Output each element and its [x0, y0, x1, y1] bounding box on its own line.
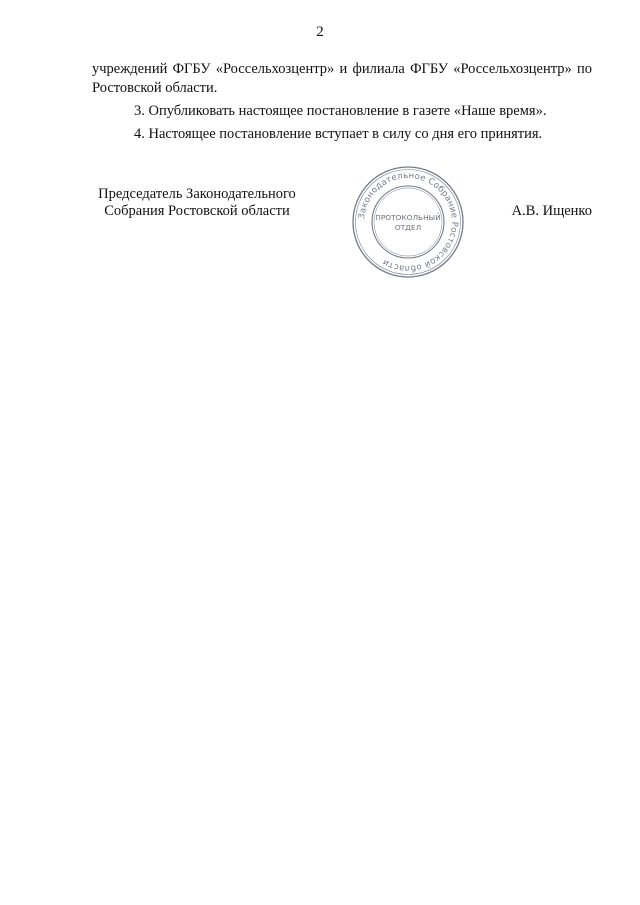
signer-title-line-1: Председатель Законодательного: [98, 186, 296, 202]
signature-block: [92, 170, 592, 284]
official-stamp-seal: [350, 164, 466, 280]
stamp-center-line-1: ПРОТОКОЛЬНЫЙ: [375, 213, 441, 222]
signer-title-line-2: Собрания Ростовской области: [104, 203, 290, 219]
paragraph-item-4: 4. Настоящее постановление вступает в силу со дня его принятия.: [134, 126, 543, 142]
paragraph-item-3: 3. Опубликовать настоящее постановление в газете «Наше время».: [134, 103, 547, 119]
signer-name: А.В. Ищенко: [511, 203, 592, 219]
paragraph-continuation: учреждений ФГБУ «Россельхозцентр» и филиала ФГБУ «Россельхозцентр» по Ростовской области.: [92, 61, 592, 96]
signer-title: [92, 186, 302, 220]
stamp-center-line-2: ОТДЕЛ: [394, 223, 422, 232]
stamp-ring-text: Законодательное Собрание Ростовской области: [357, 170, 460, 274]
document-body: [92, 60, 592, 144]
page-number: 2: [316, 24, 324, 40]
